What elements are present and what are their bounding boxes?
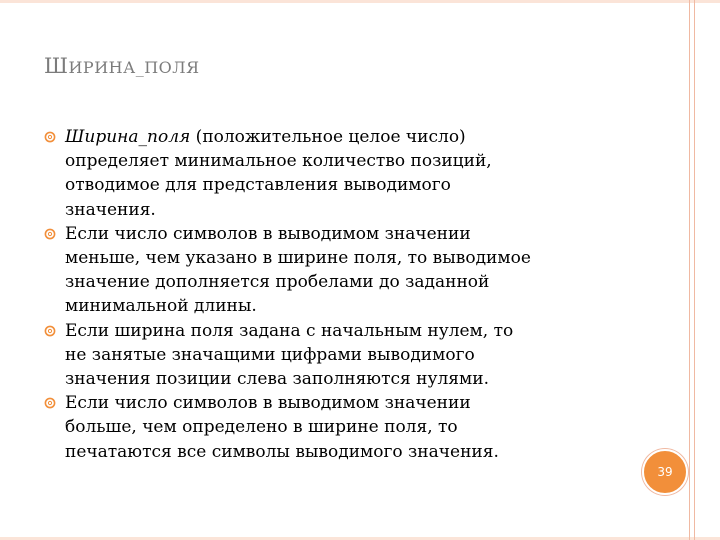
- slide-title-rest: ИРИНА_ПОЛЯ: [68, 58, 200, 77]
- circle-outline-icon: [44, 397, 56, 409]
- slide-title: [44, 54, 200, 78]
- bullet-item: [44, 125, 634, 222]
- right-frame-line-inner: [694, 0, 695, 540]
- slide-title-initial: Ш: [44, 54, 69, 78]
- bullet-text: [65, 222, 634, 319]
- bullet-item: [44, 319, 634, 392]
- bullet-item: [44, 391, 634, 464]
- page-number-badge: [642, 449, 688, 495]
- bullet-text: [65, 319, 634, 392]
- circle-outline-icon: [44, 228, 56, 240]
- page-number: 39: [657, 465, 673, 479]
- circle-outline-icon: [44, 131, 56, 143]
- bullet-body: Если число символов в выводимом значении больше, чем определено в ширине поля, то печатаются все символы выводимого значения.: [65, 393, 499, 462]
- bullet-text: [65, 125, 634, 222]
- right-frame-line-outer: [689, 0, 690, 540]
- bullet-list: [44, 125, 634, 464]
- bullet-item: [44, 222, 634, 319]
- bullet-text: [65, 391, 634, 464]
- bullet-body: (положительное целое число) определяет минимальное количество позиций, отводимое для представления выводимого значения.: [65, 127, 492, 220]
- bullet-body: Если число символов в выводимом значении меньше, чем указано в ширине поля, то выводимое значение дополняется пробелами до заданной минимальной длины.: [65, 223, 531, 317]
- top-border: [0, 0, 720, 3]
- circle-outline-icon: [44, 325, 56, 337]
- bullet-body: Если ширина поля задана с начальным нулем, то не занятые значащими цифрами выводимого значения позиции слева заполняются нулями.: [65, 320, 514, 390]
- bullet-term: Ширина_поля: [65, 127, 191, 147]
